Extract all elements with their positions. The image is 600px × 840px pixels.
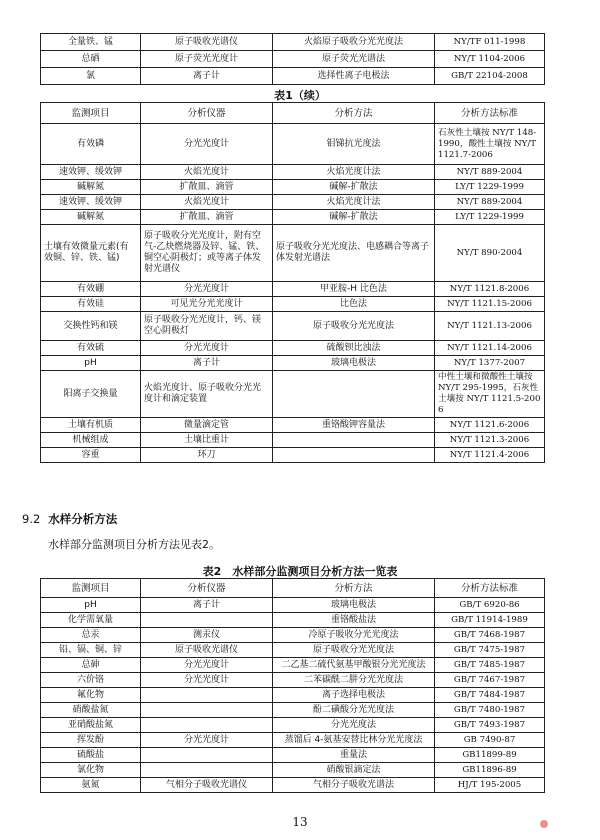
cell-method: 碱解-扩散法: [273, 210, 435, 225]
table-row: [41, 613, 545, 628]
cell-instrument: 测汞仪: [141, 628, 273, 643]
cell-item: pH: [41, 356, 141, 371]
cell-item: 碱解氮: [41, 180, 141, 195]
cell-method: 二乙基二硫代氨基甲酸银分光光度法: [273, 658, 435, 673]
cell-standard: NY/T 889-2004: [435, 165, 545, 180]
cell-instrument: 分光光度计: [141, 282, 273, 297]
cell-instrument: 原子吸收光谱仪: [141, 34, 273, 51]
cell-instrument: 微量滴定管: [141, 418, 273, 433]
cell-method: [273, 433, 435, 448]
table1-top-fragment: [40, 33, 545, 85]
cell-instrument: 离子计: [141, 598, 273, 613]
cell-instrument: 分光光度计: [141, 733, 273, 748]
cell-method: 火焰原子吸收分光光度法: [273, 34, 435, 51]
table-row: [41, 371, 545, 418]
cell-item: 总硒: [41, 51, 141, 68]
cell-item: 机械组成: [41, 433, 141, 448]
cell-item: 总砷: [41, 658, 141, 673]
cell-item: 氨氮: [41, 778, 141, 793]
cell-item: 有效硼: [41, 282, 141, 297]
cell-standard: GB 7490-87: [435, 733, 545, 748]
cell-method: 碱解-扩散法: [273, 180, 435, 195]
cell-item: 土壤有效微量元素(有效铜、锌、铁、锰): [41, 225, 141, 282]
table-row: [41, 195, 545, 210]
cell-method: 二苯碳酰二肼分光光度法: [273, 673, 435, 688]
cell-instrument: 火焰光度计、原子吸收分光光度计和滴定装置: [141, 371, 273, 418]
cell-standard: NY/T 1104-2006: [435, 51, 545, 68]
cell-item: 全量铁、锰: [41, 34, 141, 51]
cell-method: 重量法: [273, 748, 435, 763]
cell-standard: NY/T 1121.4-2006: [435, 448, 545, 463]
cell-method: 原子吸收分光光度法: [273, 643, 435, 658]
cell-standard: LY/T 1229-1999: [435, 210, 545, 225]
cell-method: 原子荧光光谱法: [273, 51, 435, 68]
table-row: [41, 312, 545, 341]
table-row: [41, 643, 545, 658]
cell-instrument: [141, 688, 273, 703]
cell-instrument: [141, 748, 273, 763]
cell-standard: NY/T 1121.6-2006: [435, 418, 545, 433]
table2-header-item: 监测项目: [41, 579, 141, 598]
cell-method: 硫酸钡比浊法: [273, 341, 435, 356]
cell-instrument: 环刀: [141, 448, 273, 463]
cell-standard: NY/T 1377-2007: [435, 356, 545, 371]
cell-instrument: 可见光分光光度计: [141, 297, 273, 312]
cell-method: [273, 448, 435, 463]
cell-item: 有效硫: [41, 341, 141, 356]
cell-standard: GB/T 7480-1987: [435, 703, 545, 718]
cell-standard: GB/T 22104-2008: [435, 68, 545, 85]
cell-standard: GB/T 7484-1987: [435, 688, 545, 703]
cell-method: 硝酸银滴定法: [273, 763, 435, 778]
cell-item: 交换性钙和镁: [41, 312, 141, 341]
cell-instrument: 分光光度计: [141, 658, 273, 673]
table-row: [41, 433, 545, 448]
cell-standard: GB11899-89: [435, 748, 545, 763]
cell-item: 容重: [41, 448, 141, 463]
cell-method: 比色法: [273, 297, 435, 312]
table-row: [41, 778, 545, 793]
table-row: [41, 748, 545, 763]
cell-item: 阳离子交换量: [41, 371, 141, 418]
cell-instrument: 离子计: [141, 68, 273, 85]
cell-method: 钼锑抗光度法: [273, 124, 435, 165]
cell-item: 硫酸盐: [41, 748, 141, 763]
cell-standard: GB/T 7475-1987: [435, 643, 545, 658]
cell-standard: NY/T 1121.14-2006: [435, 341, 545, 356]
cell-method: 气相分子吸收光谱法: [273, 778, 435, 793]
cell-instrument: [141, 763, 273, 778]
table-row: [41, 448, 545, 463]
table-row: [41, 658, 545, 673]
cell-instrument: 原子吸收分光光度计，钙、镁空心阴极灯: [141, 312, 273, 341]
table2-header-instrument: 分析仪器: [141, 579, 273, 598]
table-row: [41, 51, 545, 68]
cell-item: pH: [41, 598, 141, 613]
cell-instrument: 扩散皿、滴管: [141, 210, 273, 225]
table-row: [41, 718, 545, 733]
table-row: [41, 68, 545, 85]
cell-method: 重铬酸钾容量法: [273, 418, 435, 433]
table-row: [41, 165, 545, 180]
table1-continued-caption: 表1（续）: [274, 89, 326, 102]
cell-method: 选择性离子电极法: [273, 68, 435, 85]
cell-instrument: 离子计: [141, 356, 273, 371]
cell-standard: GB/T 7493-1987: [435, 718, 545, 733]
table-row: [41, 180, 545, 195]
cell-item: 化学需氧量: [41, 613, 141, 628]
table1-continued: [40, 102, 545, 463]
cell-standard: GB/T 11914-1989: [435, 613, 545, 628]
cell-instrument: 分光光度计: [141, 673, 273, 688]
cell-method: 甲亚胺-H 比色法: [273, 282, 435, 297]
cell-instrument: 气相分子吸收光谱仪: [141, 778, 273, 793]
cell-item: 氟化物: [41, 688, 141, 703]
table-row: [41, 673, 545, 688]
table2: [40, 578, 545, 793]
table1-header-row: [41, 103, 545, 124]
table1-header-instrument: 分析仪器: [141, 103, 273, 124]
cell-method: 分光光度法: [273, 718, 435, 733]
cell-method: 冷原子吸收分光光度法: [273, 628, 435, 643]
table-row: [41, 282, 545, 297]
section-number: 9.2: [22, 512, 41, 526]
table-row: [41, 124, 545, 165]
table-row: [41, 733, 545, 748]
cell-standard: NY/T 1121.15-2006: [435, 297, 545, 312]
cell-method: 原子吸收分光光度法: [273, 312, 435, 341]
cell-item: 速效钾、缓效钾: [41, 165, 141, 180]
cell-instrument: 原子吸收光谱仪: [141, 643, 273, 658]
cell-instrument: 火焰光度计: [141, 195, 273, 210]
cell-method: 火焰光度计法: [273, 195, 435, 210]
cell-instrument: 火焰光度计: [141, 165, 273, 180]
cell-standard: GB/T 7468-1987: [435, 628, 545, 643]
cell-method: 离子选择电极法: [273, 688, 435, 703]
table-row: [41, 598, 545, 613]
table-row: [41, 628, 545, 643]
cell-standard: NY/TF 011-1998: [435, 34, 545, 51]
cell-standard: GB/T 7467-1987: [435, 673, 545, 688]
cell-item: 氯化物: [41, 763, 141, 778]
table-row: [41, 763, 545, 778]
cell-instrument: [141, 718, 273, 733]
table-row: [41, 356, 545, 371]
cell-standard: NY/T 1121.13-2006: [435, 312, 545, 341]
table-row: [41, 34, 545, 51]
table2-caption: 表2 水样部分监测项目分析方法一览表: [202, 565, 398, 578]
cell-method: 酚二磺酸分光光度法: [273, 703, 435, 718]
section-heading: [22, 511, 117, 527]
table2-header-row: [41, 579, 545, 598]
table2-header-standard: 分析方法标准: [435, 579, 545, 598]
cell-standard: NY/T 890-2004: [435, 225, 545, 282]
cell-item: 铅、镉、铜、锌: [41, 643, 141, 658]
table2-header-method: 分析方法: [273, 579, 435, 598]
cell-item: 土壤有机质: [41, 418, 141, 433]
cell-item: 六价铬: [41, 673, 141, 688]
table-row: [41, 688, 545, 703]
cell-standard: GB11896-89: [435, 763, 545, 778]
cell-standard: GB/T 6920-86: [435, 598, 545, 613]
section-title: 水样分析方法: [48, 512, 118, 526]
cell-standard: NY/T 1121.8-2006: [435, 282, 545, 297]
table-row: [41, 703, 545, 718]
cell-standard: NY/T 889-2004: [435, 195, 545, 210]
cell-instrument: 分光光度计: [141, 124, 273, 165]
watermark-dot: [540, 820, 548, 828]
cell-instrument: 原子荧光光度计: [141, 51, 273, 68]
cell-standard: GB/T 7485-1987: [435, 658, 545, 673]
cell-method: [273, 371, 435, 418]
page-number: 13: [292, 815, 308, 829]
cell-method: 蒸馏后 4-氨基安替比林分光光度法: [273, 733, 435, 748]
table-row: [41, 297, 545, 312]
cell-instrument: 扩散皿、滴管: [141, 180, 273, 195]
cell-item: 亚硝酸盐氮: [41, 718, 141, 733]
table-row: [41, 225, 545, 282]
cell-item: 挥发酚: [41, 733, 141, 748]
cell-instrument: [141, 613, 273, 628]
table-row: [41, 341, 545, 356]
cell-standard: LY/T 1229-1999: [435, 180, 545, 195]
table1-header-standard: 分析方法标准: [435, 103, 545, 124]
cell-method: 重铬酸盐法: [273, 613, 435, 628]
cell-instrument: [141, 703, 273, 718]
cell-item: 硝酸盐氮: [41, 703, 141, 718]
cell-method: 火焰光度计法: [273, 165, 435, 180]
cell-standard: HJ/T 195-2005: [435, 778, 545, 793]
table1-header-method: 分析方法: [273, 103, 435, 124]
cell-item: 有效硅: [41, 297, 141, 312]
table-row: [41, 418, 545, 433]
cell-standard: 石灰性土壤按 NY/T 148-1990，酸性土壤按 NY/T1121.7-2006: [435, 124, 545, 165]
table1-header-item: 监测项目: [41, 103, 141, 124]
cell-item: 速效钾、缓效钾: [41, 195, 141, 210]
cell-standard: 中性土壤和微酸性土壤按 NY/T 295-1995，石灰性土壤按 NY/T 1121.5-2006: [435, 371, 545, 418]
cell-method: 玻璃电极法: [273, 356, 435, 371]
cell-method: 玻璃电极法: [273, 598, 435, 613]
cell-instrument: 分光光度计: [141, 341, 273, 356]
section-intro: 水样部分监测项目分析方法见表2。: [48, 538, 220, 551]
cell-item: 碱解氮: [41, 210, 141, 225]
cell-instrument: 土壤比重计: [141, 433, 273, 448]
table-row: [41, 210, 545, 225]
cell-standard: NY/T 1121.3-2006: [435, 433, 545, 448]
cell-item: 总汞: [41, 628, 141, 643]
cell-item: 有效磷: [41, 124, 141, 165]
cell-item: 氯: [41, 68, 141, 85]
cell-method: 原子吸收分光光度法、电感耦合等离子体发射光谱法: [273, 225, 435, 282]
cell-instrument: 原子吸收分光光度计，附有空气-乙炔燃烧器及锌、锰、铁、铜空心阴极灯；或等离子体发射光谱仪: [141, 225, 273, 282]
